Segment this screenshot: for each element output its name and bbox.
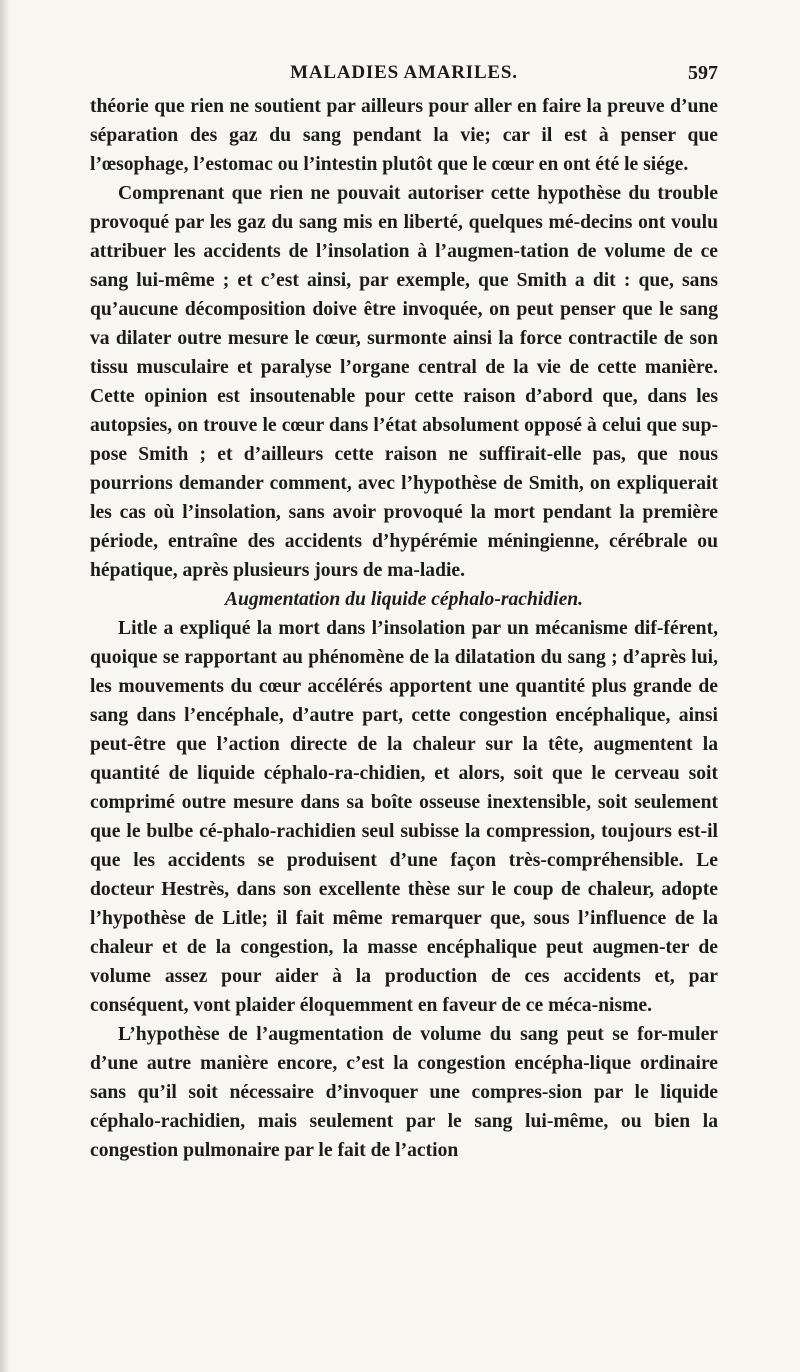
section-heading: Augmentation du liquide céphalo-rachidien. — [224, 589, 584, 610]
paragraph-4: L’hypothèse de l’augmentation de volume du sang peut se for-muler d’une autre manière encore, c’est la congestion encépha-lique ordinaire sans qu’il soit nécessaire d’invoquer une compres-sion par le liquide céphalo-rachidien, mais seulement par le sang lui-même, ou bien la congestion pulmonaire par le fait de l’action — [90, 1024, 718, 1161]
body-text — [90, 92, 718, 1165]
page-edge-shadow — [0, 0, 10, 1372]
paragraph-1: théorie que rien ne soutient par ailleurs pour aller en faire la preuve d’une séparation des gaz du sang pendant la vie; car il est à penser que l’œsophage, l’estomac ou l’intestin plutôt que le cœur en ont été le siége. — [90, 96, 718, 175]
page-number: 597 — [688, 62, 718, 84]
running-head — [90, 62, 718, 88]
paragraph-3: Litle a expliqué la mort dans l’insolation par un mécanisme dif-férent, quoique se rapportant au phénomène de la dilatation du sang ; d’après lui, les mouvements du cœur accélérés apportent une quantité plus grande de sang dans l’encéphale, d’autre part, cette congestion encéphalique, ainsi peut-être que l’action directe de la chaleur sur la tête, augmentent la quantité de liquide céphalo-ra-chidien, et alors, soit que le cerveau soit comprimé outre mesure dans sa boîte osseuse inextensible, soit seulement que le bulbe cé-phalo-rachidien seul subisse la compression, toujours est-il que les accidents se produisent d’une façon très-compréhensible. Le docteur Hestrès, dans son excellente thèse sur le coup de chaleur, adopte l’hypothèse de Litle; il fait même remarquer que, sous l’influence de la chaleur et de la congestion, la masse encéphalique peut augmen-ter de volume assez pour aider à la production de ces accidents et, par conséquent, vont plaider éloquemment en faveur de ce méca-nisme. — [90, 618, 718, 1016]
running-title: MALADIES AMARILES. — [290, 62, 518, 83]
paragraph-2: Comprenant que rien ne pouvait autoriser cette hypothèse du trouble provoqué par les gaz du sang mis en liberté, quelques mé-decins ont voulu attribuer les accidents de l’insolation à l’augmen-tation de volume de ce sang lui-même ; et c’est ainsi, par exemple, que Smith a dit : que, sans qu’aucune décomposition doive être invoquée, on peut penser que le sang va dilater outre mesure le cœur, surmonte ainsi la force contractile de son tissu musculaire et paralyse l’organe central de la vie de cette manière. Cette opinion est insoutenable pour cette raison d’abord que, dans les autopsies, on trouve le cœur dans l’état absolument opposé à celui que sup-pose Smith ; et d’ailleurs cette raison ne suffirait-elle pas, que nous pourrions demander comment, avec l’hypothèse de Smith, on expliquerait les cas où l’insolation, sans avoir provoqué la mort pendant la première période, entraîne des accidents d’hypérémie méningienne, cérébrale ou hépatique, après plusieurs jours de ma-ladie. — [90, 183, 718, 581]
